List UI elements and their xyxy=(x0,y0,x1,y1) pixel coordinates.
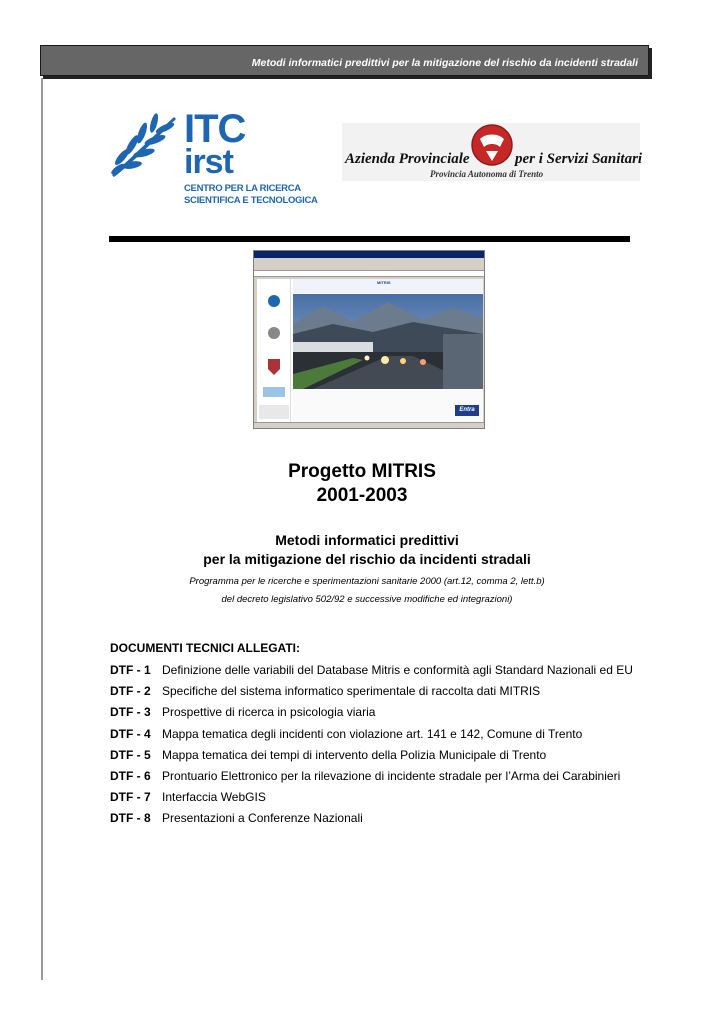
project-title: Progetto MITRIS xyxy=(288,461,436,482)
document-code: DTF - 6 xyxy=(110,769,151,784)
itc-wordmark: ITC xyxy=(184,107,246,151)
document-code: DTF - 4 xyxy=(110,726,151,741)
olive-branch-icon xyxy=(108,113,180,179)
subtitle-line-1: Metodi informatici predittivi xyxy=(275,532,459,548)
screenshot-sidebar xyxy=(257,279,291,422)
screenshot-header xyxy=(293,279,483,293)
sidebar-logos-icon xyxy=(257,279,291,422)
margin-rule xyxy=(41,78,43,980)
document-code: DTF - 1 xyxy=(110,663,151,677)
screenshot-addressbar xyxy=(254,271,484,277)
list-item xyxy=(110,724,638,745)
website-screenshot xyxy=(253,250,485,429)
document-title: Specifiche del sistema informatico sperimentale di raccolta dati MITRIS xyxy=(162,684,541,699)
document-code: DTF - 2 xyxy=(110,684,151,699)
itc-irst-logo xyxy=(108,107,320,208)
enter-button: Entra xyxy=(455,405,479,416)
apss-subtitle: Provincia Autonoma di Trento xyxy=(430,169,544,179)
running-header-text: Metodi informatici predittivi per la mitigazione del rischio da incidenti stradali xyxy=(251,57,638,69)
street-photo-image xyxy=(293,294,483,389)
program-line-1: Programma per le ricerche e sperimentazioni sanitarie 2000 (art.12, comma 2, lett.b) xyxy=(189,576,545,587)
screenshot-heading: MITRIS xyxy=(377,280,391,285)
document-title: Prospettive di ricerca in psicologia viaria xyxy=(162,705,376,720)
itc-subtitle-1: CENTRO PER LA RICERCA xyxy=(184,183,301,194)
list-item xyxy=(110,745,638,766)
document-title: Interfaccia WebGIS xyxy=(162,790,266,805)
screenshot-footer xyxy=(293,390,483,422)
list-item xyxy=(110,766,638,787)
program-line-2: del decreto legislativo 502/92 e successive modifiche ed integrazioni) xyxy=(221,594,513,605)
apss-emblem-icon xyxy=(470,123,514,167)
project-years: 2001-2003 xyxy=(316,485,408,506)
list-item xyxy=(110,787,638,808)
divider-rule xyxy=(109,236,630,242)
document-code: DTF - 3 xyxy=(110,705,151,720)
document-title: Prontuario Elettronico per la rilevazione di incidente stradale per l’Arma dei Carabinieri xyxy=(162,769,621,784)
documents-heading: DOCUMENTI TECNICI ALLEGATI: xyxy=(110,641,300,655)
document-code: DTF - 5 xyxy=(110,747,151,762)
list-item xyxy=(110,702,638,723)
documents-list xyxy=(110,660,638,830)
document-title: Mappa tematica dei tempi di intervento della Polizia Municipale di Trento xyxy=(162,747,547,762)
screenshot-titlebar xyxy=(254,251,484,258)
document-title: Definizione delle variabili del Database Mitris e conformità agli Standard Nazionali ed EU xyxy=(162,663,633,677)
document-code: DTF - 8 xyxy=(110,811,151,826)
document-title: Mappa tematica degli incidenti con violazione art. 141 e 142, Comune di Trento xyxy=(162,726,583,741)
list-item xyxy=(110,660,638,681)
subtitle-line-2: per la mitigazione del rischio da incidenti stradali xyxy=(203,551,531,567)
running-header xyxy=(40,45,649,76)
screenshot-statusbar xyxy=(254,422,484,428)
screenshot-page xyxy=(257,279,483,422)
itc-subtitle-2: SCIENTIFICA E TECNOLOGICA xyxy=(184,195,318,206)
list-item xyxy=(110,681,638,702)
apss-logo xyxy=(342,123,643,181)
document-code: DTF - 7 xyxy=(110,790,151,805)
irst-wordmark: irst xyxy=(184,143,233,181)
apss-name-left: Azienda Provinciale xyxy=(345,151,470,167)
document-title: Presentazioni a Conferenze Nazionali xyxy=(162,811,363,826)
screenshot-toolbar xyxy=(254,264,484,271)
apss-name-right: per i Servizi Sanitari xyxy=(515,151,643,167)
list-item xyxy=(110,808,638,829)
